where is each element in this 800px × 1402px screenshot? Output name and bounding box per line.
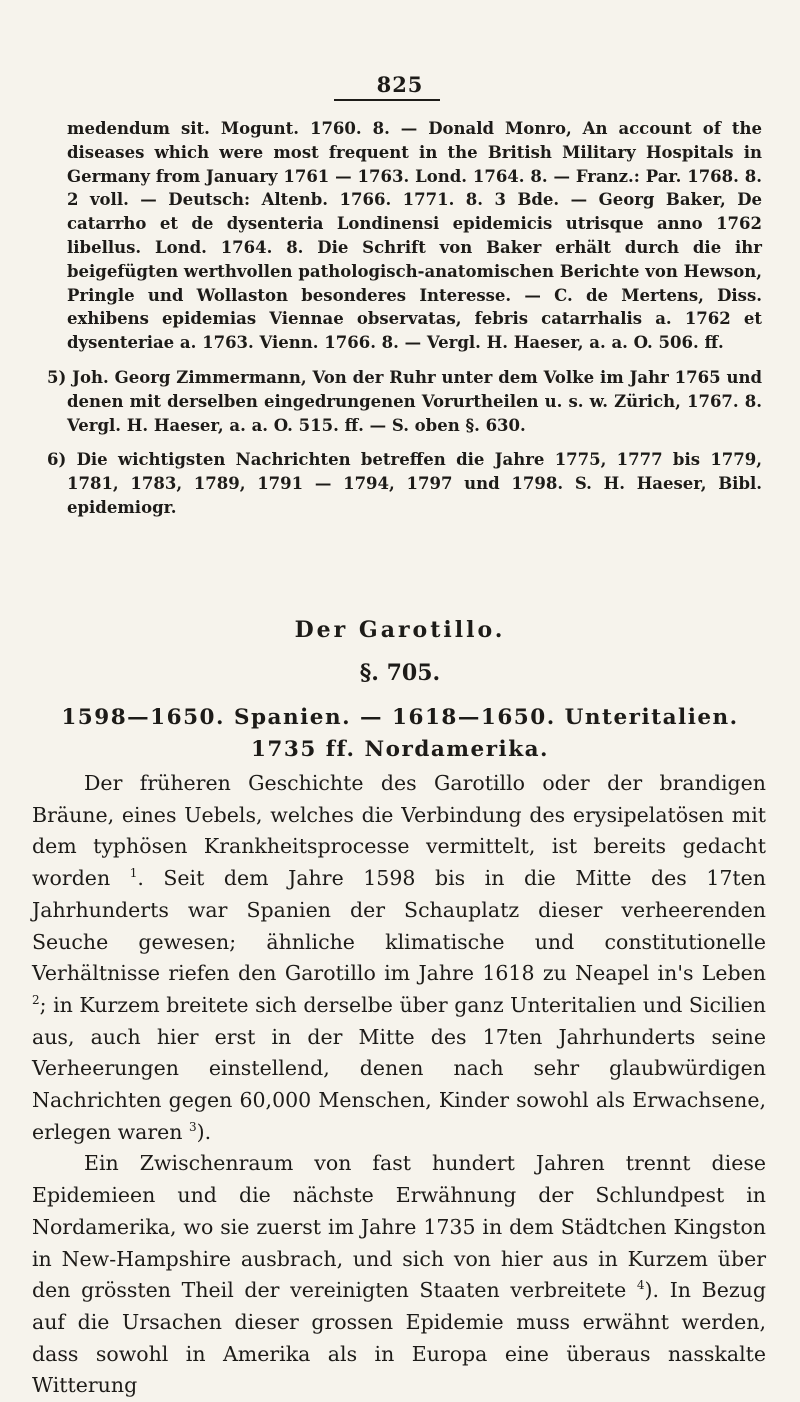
page-number-rule: [334, 99, 440, 101]
footnote-ref-4: 4: [636, 1278, 645, 1293]
footnote-continued-text: medendum sit. Mogunt. 1760. 8. — Donald Monro, An account of the diseases which were most frequent in the British Military Hospitals in Germany from January 1761 — 1763. Lond. 1764. 8. — Franz.: Par. 1768. 8. 2 voll. — Deutsch: Altenb. 1766. 1771. 8. 3 Bde. — Georg Baker, De catarrho et de dysenteria Londinensi epidemicis utrisque anno 1762 libellus. Lond. 1764. 8. Die Schrift von Baker erhält durch die ihr beigefügten werthvollen pathologisch-anatomischen Berichte von Hewson, Pringle und Wollaston besonderes Interesse. — C. de Mertens, Diss. exhibens epidemias Viennae observatas, febris catarrhalis a. 1762 et dysenteriae a. 1763. Vienn. 1766. 8. — Vergl. H. Haeser, a. a. O. 506. ff.: [67, 119, 762, 353]
paragraph-2: [32, 1148, 766, 1402]
section-title: Der Garotillo.: [294, 617, 506, 643]
body-text: [32, 768, 766, 1402]
section-number: §. 705.: [359, 660, 441, 686]
paragraph-1-part-c: ; in Kurzem breitete sich derselbe über ganz Unteritalien und Sicilien aus, auch hier erst in der Mitte des 17ten Jahrhunderts seine Verheerungen einstellend, denen nach sehr glaubwürdigen Nachrichten gegen 60,000 Menschen, Kinder sowohl als Erwachsene, erlegen waren: [32, 992, 766, 1144]
footnote-6: [47, 448, 762, 519]
paragraph-1-part-b: . Seit dem Jahre 1598 bis in die Mitte des 17ten Jahrhunderts war Spanien der Schauplatz dieser verheerenden Seuche gewesen; ähnliche klimatische und constitutionelle Verhältnisse riefen den Garotillo im Jahre 1618 zu Neapel in's Leben: [32, 866, 766, 986]
paragraph-1: [32, 768, 766, 1148]
footnote-5: [47, 366, 762, 437]
footnote-ref-2: 2: [32, 993, 40, 1008]
paragraph-1-part-d: ).: [196, 1119, 212, 1144]
footnote-continued: [67, 117, 762, 355]
page-number: 825: [376, 72, 424, 97]
section-headline: 1598—1650. Spanien. — 1618—1650. Unteritalien. 1735 ff. Nordamerika.: [61, 705, 739, 762]
footnote-6-text: 6) Die wichtigsten Nachrichten betreffen die Jahre 1775, 1777 bis 1779, 1781, 1783, 1789, 1791 — 1794, 1797 und 1798. S. H. Haeser, Bibl. epidemiogr.: [47, 450, 762, 517]
footnote-5-text: 5) Joh. Georg Zimmermann, Von der Ruhr unter dem Volke im Jahr 1765 und denen mit derselben eingedrungenen Vorurtheilen u. s. w. Zürich, 1767. 8. Vergl. H. Haeser, a. a. O. 515. ff. — S. oben §. 630.: [47, 367, 762, 435]
footnote-ref-3: 3: [189, 1119, 197, 1134]
footnotes: [47, 117, 762, 531]
footnote-ref-1: 1: [129, 866, 138, 881]
paragraph-2-part-b: ). In Bezug auf die Ursachen dieser grossen Epidemie muss erwähnt werden, dass sowohl in Amerika als in Europa eine überaus nasskalte Witterung: [32, 1278, 766, 1398]
paragraph-2-part-a: Ein Zwischenraum von fast hundert Jahren trennt diese Epidemieen und die nächste Erwähnung der Schlundpest in Nordamerika, wo sie zuerst im Jahre 1735 in dem Städtchen Kingston in New-Hampshire ausbrach, und sich von hier aus in Kurzem über den grössten Theil der vereinigten Staaten verbreitete: [32, 1151, 766, 1303]
paragraph-1-part-a: Der früheren Geschichte des Garotillo oder der brandigen Bräune, eines Uebels, welches die Verbindung des erysipelatösen mit dem typhösen Krankheitsprocesse vermittelt, ist bereits gedacht worden: [32, 771, 766, 891]
